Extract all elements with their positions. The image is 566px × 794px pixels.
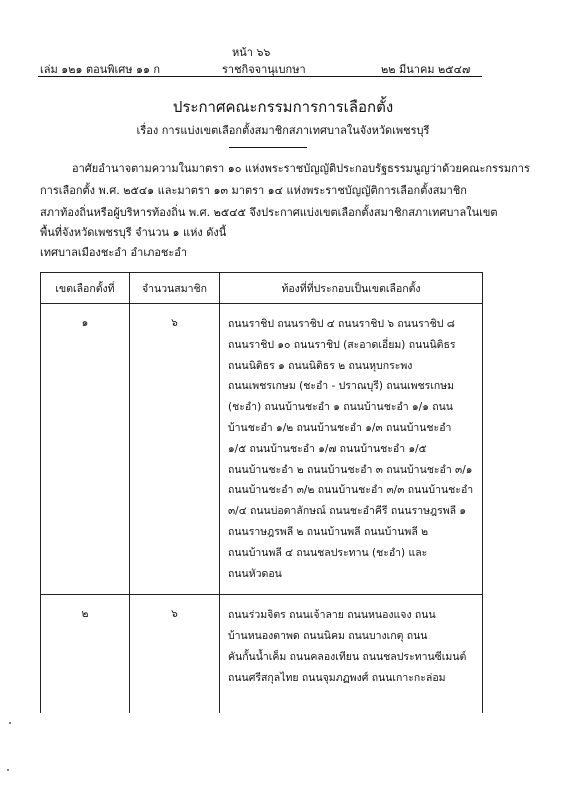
scan-speck (9, 722, 11, 724)
body-line-1: อาศัยอำนาจตามความในมาตรา ๑๐ แห่งพระราชบัญญัติประกอบรัฐธรรมนูญว่าด้วยคณะกรรมการ (72, 162, 530, 175)
header-district: เขตเลือกตั้งที่ (41, 273, 130, 304)
title-underline (229, 147, 307, 148)
issue-date: ๒๒ มีนาคม ๒๕๔๗ (381, 63, 471, 76)
area-line: ถนนบ้านพลี ๔ ถนนชลประทาน (ชะอำ) และ (228, 546, 428, 559)
header-members: จำนวนสมาชิก (130, 273, 220, 304)
area-list (220, 304, 483, 595)
area-line: บ้านชะอำ ๑/๒ ถนนบ้านชะอำ ๑/๓ ถนนบ้านชะอำ (228, 421, 452, 434)
area-line: บ้านหนองตาพด ถนนนิคม ถนนบางเกตุ ถนน (228, 630, 428, 643)
body-line-3: สภาท้องถิ่นหรือผู้บริหารท้องถิ่น พ.ศ. ๒๕๔๕ จึงประกาศแบ่งเขตเลือกตั้งสมาชิกสภาเทศบาลในเขต (40, 206, 498, 219)
area-line: ถนนราษฎรพลี ๒ ถนนบ้านพลี ถนนบ้านพลี ๒ (228, 525, 429, 538)
table-row (41, 304, 483, 595)
area-list (220, 595, 483, 713)
scan-speck (7, 769, 9, 771)
area-line: (ชะอำ) ถนนบ้านชะอำ ๑ ถนนบ้านชะอำ ๑/๑ ถนน (228, 401, 453, 414)
volume-label: เล่ม ๑๒๑ ตอนพิเศษ ๑๑ ก (40, 63, 161, 76)
district-number: ๑ (41, 304, 130, 595)
body-line-4: พื้นที่จังหวัดเพชรบุรี จำนวน ๑ แห่ง ดังนี้ (40, 226, 227, 239)
header-rule (38, 76, 482, 77)
area-line: คันกั้นน้ำเค็ม ถนนคลองเทียน ถนนชลประทานซีเมนต์ (228, 650, 467, 663)
header-areas: ท้องที่ที่ประกอบเป็นเขตเลือกตั้ง (220, 273, 483, 304)
table-header-row (41, 273, 483, 304)
area-line: ๓/๔ ถนนบ่อตาลักษณ์ ถนนชะอำคีรี ถนนราษฎรพลี ๑ (228, 505, 467, 518)
area-line: ๑/๕ ถนนบ้านชะอำ ๑/๗ ถนนบ้านชะอำ ๑/๕ (228, 442, 427, 455)
area-line: ถนนเพชรเกษม (ชะอำ - ปราณบุรี) ถนนเพชรเกษม (228, 380, 455, 393)
municipality-heading: เทศบาลเมืองชะอำ อำเภอชะอำ (40, 246, 188, 259)
area-line: ถนนบ้านชะอำ ๓/๒ ถนนบ้านชะอำ ๓/๓ ถนนบ้านชะอำ (228, 484, 474, 497)
area-line: ถนนนิติธร ๑ ถนนนิติธร ๒ ถนนหุบกระพง (228, 359, 413, 372)
district-table (40, 272, 483, 713)
area-line: ถนนบ้านชะอำ ๒ ถนนบ้านชะอำ ๓ ถนนบ้านชะอำ ๓/๑ (228, 463, 473, 476)
gazette-name: ราชกิจจานุเบกษา (222, 63, 306, 76)
area-line: ถนนราชิป ถนนราชิป ๔ ถนนราชิป ๖ ถนนราชิป ๘ (228, 318, 455, 330)
page-number: หน้า ๖๖ (232, 46, 271, 59)
body-line-2: การเลือกตั้ง พ.ศ. ๒๕๔๑ และมาตรา ๑๓ มาตรา ๑๔ แห่งพระราชบัญญัติการเลือกตั้งสมาชิก (40, 184, 467, 197)
member-count: ๖ (130, 304, 220, 595)
announcement-title: ประกาศคณะกรรมการการเลือกตั้ง (172, 98, 394, 116)
table-row (41, 595, 483, 713)
area-line: ถนนร่วมจิตร ถนนเจ้าลาย ถนนหนองแจง ถนน (228, 609, 436, 622)
member-count: ๖ (130, 595, 220, 713)
district-number: ๒ (41, 595, 130, 713)
announcement-subject: เรื่อง การแบ่งเขตเลือกตั้งสมาชิกสภาเทศบาลในจังหวัดเพชรบุรี (136, 124, 430, 137)
area-line: ถนนศรีสกุลไทย ถนนจุมภฏพงศ์ ถนนเกาะกะล่อม (228, 671, 446, 684)
area-line: ถนนราชิป ๑๐ ถนนราชิป (สะอาดเอี่ยม) ถนนนิติธร (228, 338, 456, 351)
area-line: ถนนหัวดอน (228, 567, 282, 580)
